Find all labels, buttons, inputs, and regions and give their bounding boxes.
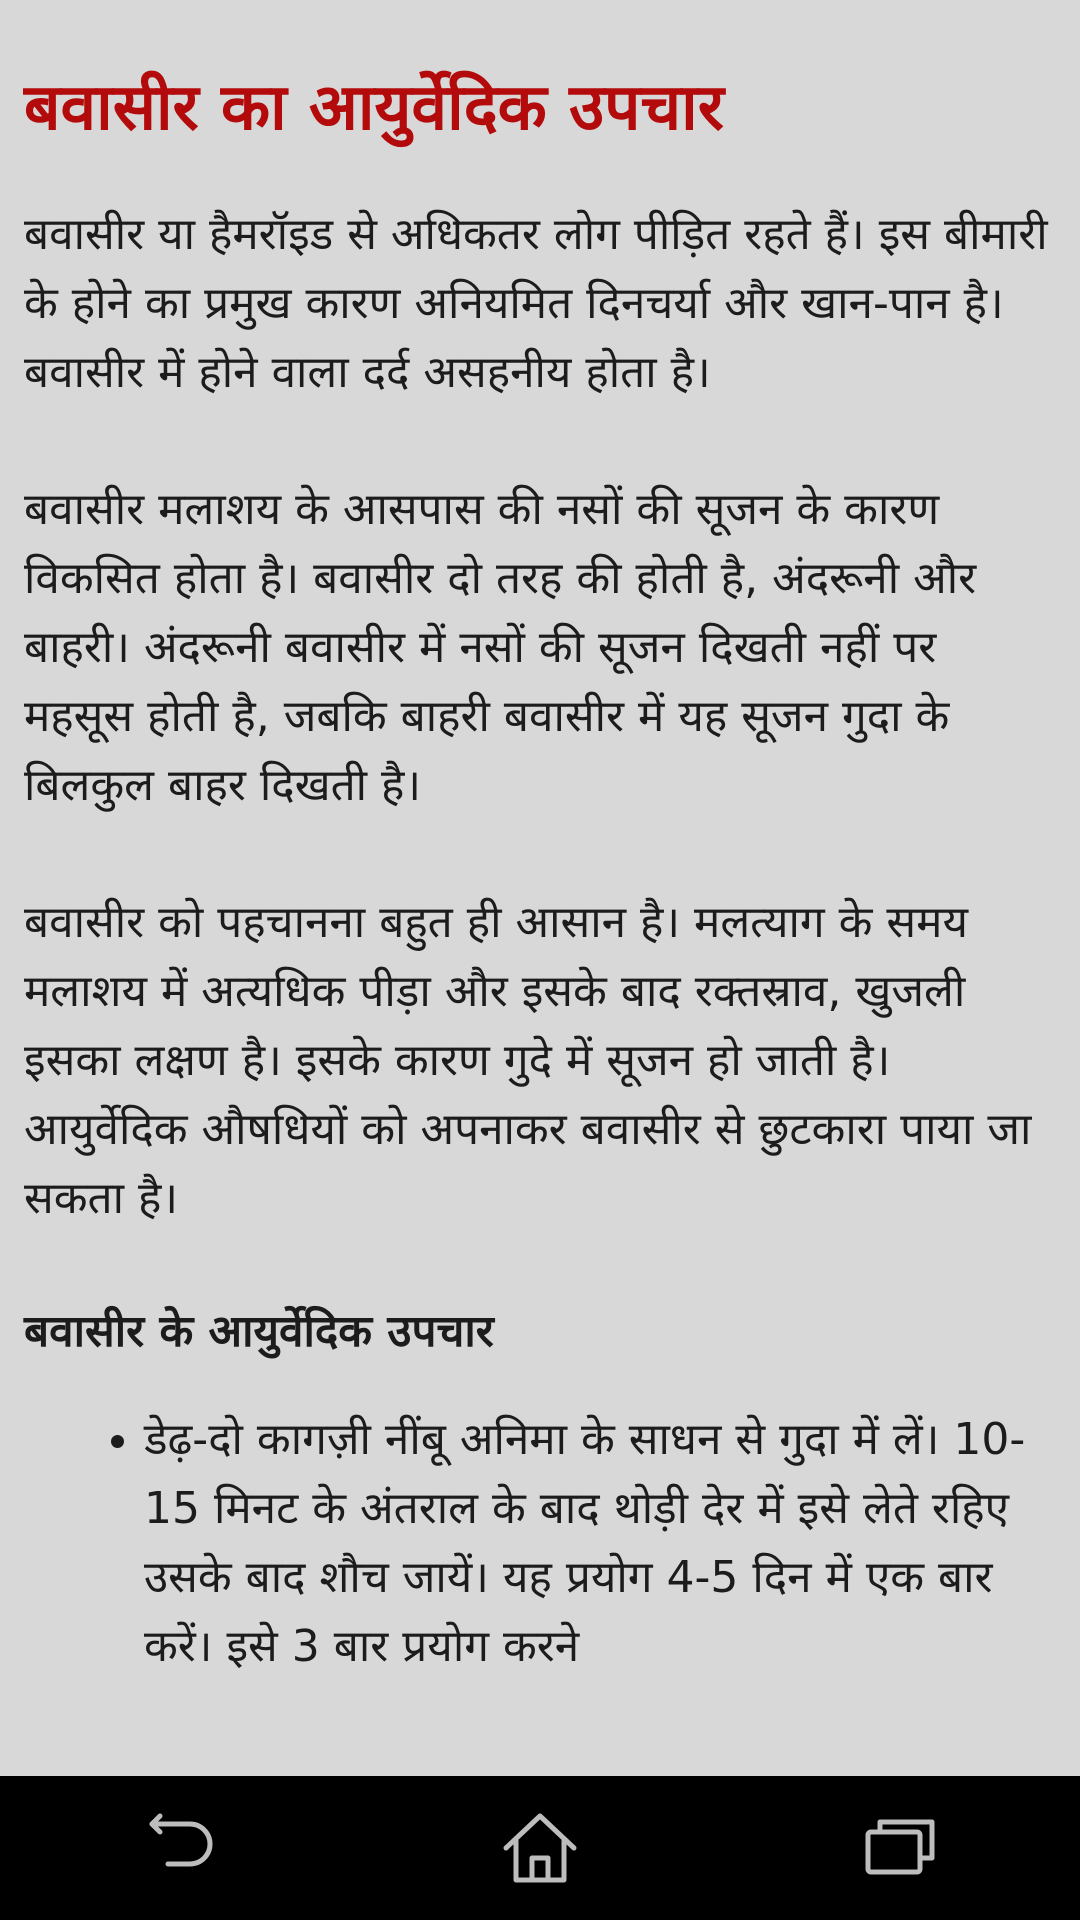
remedy-list: [24, 1405, 1056, 1681]
article-paragraph: बवासीर या हैमरॉइड से अधिकतर लोग पीड़ित रहते हैं। इस बीमारी के होने का प्रमुख कारण अनियमित दिनचर्या और खान-पान है। बवासीर में होने वाला दर्द असहनीय होता है।: [24, 209, 1048, 398]
article-paragraph: बवासीर मलाशय के आसपास की नसों की सूजन के कारण विकसित होता है। बवासीर दो तरह की होती है, अंदरूनी और बाहरी। अंदरूनी बवासीर में नसों की सूजन दिखती नहीं पर महसूस होती है, जबकि बाहरी बवासीर में यह सूजन गुदा के बिलकुल बाहर दिखती है।: [24, 484, 977, 811]
article-title: बवासीर का आयुर्वेदिक उपचार: [24, 71, 724, 145]
back-icon: [138, 1806, 222, 1890]
article-paragraph: बवासीर को पहचानना बहुत ही आसान है। मलत्याग के समय मलाशय में अत्यधिक पीड़ा और इसके बाद रक्तस्राव, खुजली इसका लक्षण है। इसके कारण गुदे में सूजन हो जाती है। आयुर्वेदिक औषधियों को अपनाकर बवासीर से छुटकारा पाया जा सकता है।: [24, 897, 1032, 1224]
recent-apps-icon: [858, 1806, 942, 1890]
recent-apps-button[interactable]: [810, 1776, 990, 1920]
home-button[interactable]: [450, 1776, 630, 1920]
section-heading: बवासीर के आयुर्वेदिक उपचार: [24, 1306, 494, 1357]
navigation-bar: [0, 1776, 1080, 1920]
back-button[interactable]: [90, 1776, 270, 1920]
remedy-list-item: • डेढ़-दो कागज़ी नींबू अनिमा के साधन से गुदा में लें। 10-15 मिनट के अंतराल के बाद थोड़ी देर में इसे लेते रहिए उसके बाद शौच जायें। यह प्रयोग 4-5 दिन में एक बार करें। इसे 3 बार प्रयोग करने: [144, 1405, 1056, 1681]
home-icon: [498, 1806, 582, 1890]
